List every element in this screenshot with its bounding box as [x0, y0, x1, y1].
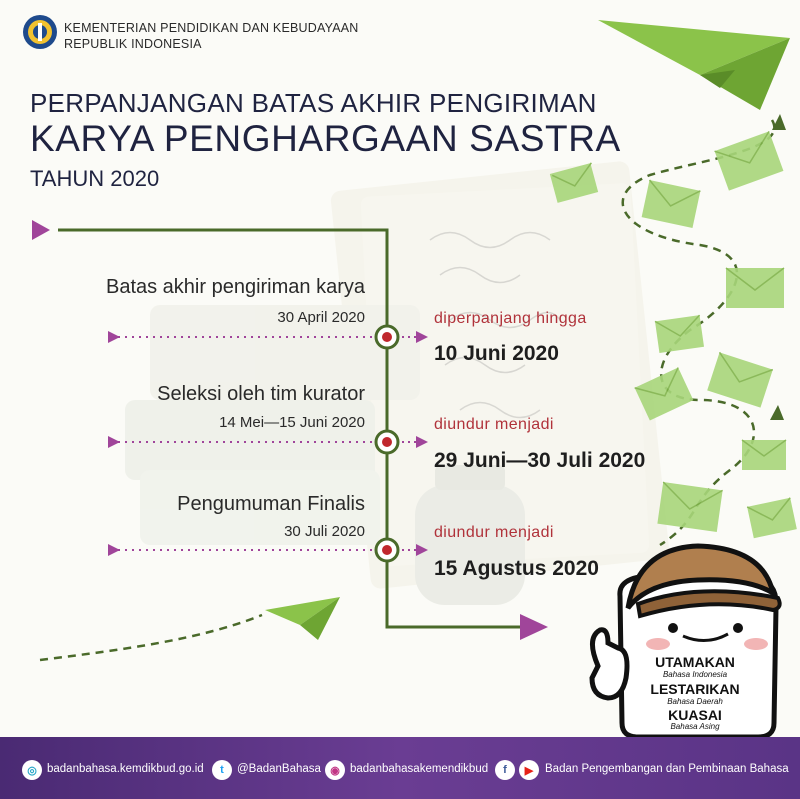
twitter-icon[interactable]: t	[212, 760, 232, 780]
end-arrow-icon	[520, 614, 548, 640]
org-name-line1: KEMENTERIAN PENDIDIKAN DAN KEBUDAYAAN	[64, 21, 359, 35]
event-2-old-date: 14 Mei—15 Juni 2020	[219, 414, 365, 431]
footer-instagram-link[interactable]: badanbahasakemendikbud	[350, 763, 489, 775]
event-3-note: diundur menjadi	[434, 524, 554, 541]
title-line1: PERPANJANGAN BATAS AKHIR PENGIRIMAN	[30, 88, 597, 118]
event-3-label: Pengumuman Finalis	[177, 493, 365, 515]
mascot-text-1: UTAMAKAN	[655, 654, 735, 670]
paper-plane-large-icon	[598, 20, 790, 110]
event-3-new-date: 15 Agustus 2020	[434, 557, 599, 580]
mascot-text-6: Bahasa Asing	[670, 722, 720, 731]
instagram-icon[interactable]: ◉	[325, 760, 345, 780]
event-2-note: diundur menjadi	[434, 416, 554, 433]
plane-trail	[40, 615, 262, 660]
title-line3: TAHUN 2020	[30, 166, 160, 191]
mascot-text-5: KUASAI	[668, 707, 722, 723]
footer-twitter-link[interactable]: @BadanBahasa	[237, 763, 321, 775]
envelope-icon	[657, 482, 722, 532]
event-1-label: Batas akhir pengiriman karya	[105, 276, 365, 298]
envelope-icon	[642, 180, 701, 228]
envelope-icon	[635, 368, 694, 421]
mascot-text-4: Bahasa Daerah	[667, 697, 723, 706]
facebook-icon[interactable]: f	[495, 760, 515, 780]
envelope-icon	[707, 352, 773, 407]
envelope-icon	[747, 498, 797, 538]
envelope-icon	[742, 440, 786, 470]
mascot-text-3: LESTARIKAN	[650, 681, 740, 697]
envelope-icon	[550, 163, 598, 203]
org-name-line2: REPUBLIK INDONESIA	[64, 37, 202, 51]
mascot-text-2: Bahasa Indonesia	[662, 670, 728, 679]
footer-website-link[interactable]: badanbahasa.kemdikbud.go.id	[47, 763, 204, 775]
event-1-note: diperpanjang hingga	[434, 310, 587, 327]
footer-social-name[interactable]: Badan Pengembangan dan Pembinaan Bahasa	[545, 763, 789, 775]
envelope-icon	[655, 315, 704, 353]
youtube-icon[interactable]: ▶	[519, 760, 539, 780]
event-2-new-date: 29 Juni—30 Juli 2020	[434, 449, 646, 472]
event-3-old-date: 30 Juli 2020	[284, 523, 365, 540]
envelope-icon	[726, 268, 784, 308]
event-1-old-date: 30 April 2020	[277, 309, 365, 326]
website-icon[interactable]: ◎	[22, 760, 42, 780]
event-1-new-date: 10 Juni 2020	[434, 342, 559, 365]
envelope-icon	[715, 131, 784, 190]
start-arrow-icon	[32, 220, 50, 240]
paper-plane-small-icon	[265, 597, 340, 640]
event-2-label: Seleksi oleh tim kurator	[157, 383, 365, 405]
title-line2: KARYA PENGHARGAAN SASTRA	[30, 118, 621, 159]
